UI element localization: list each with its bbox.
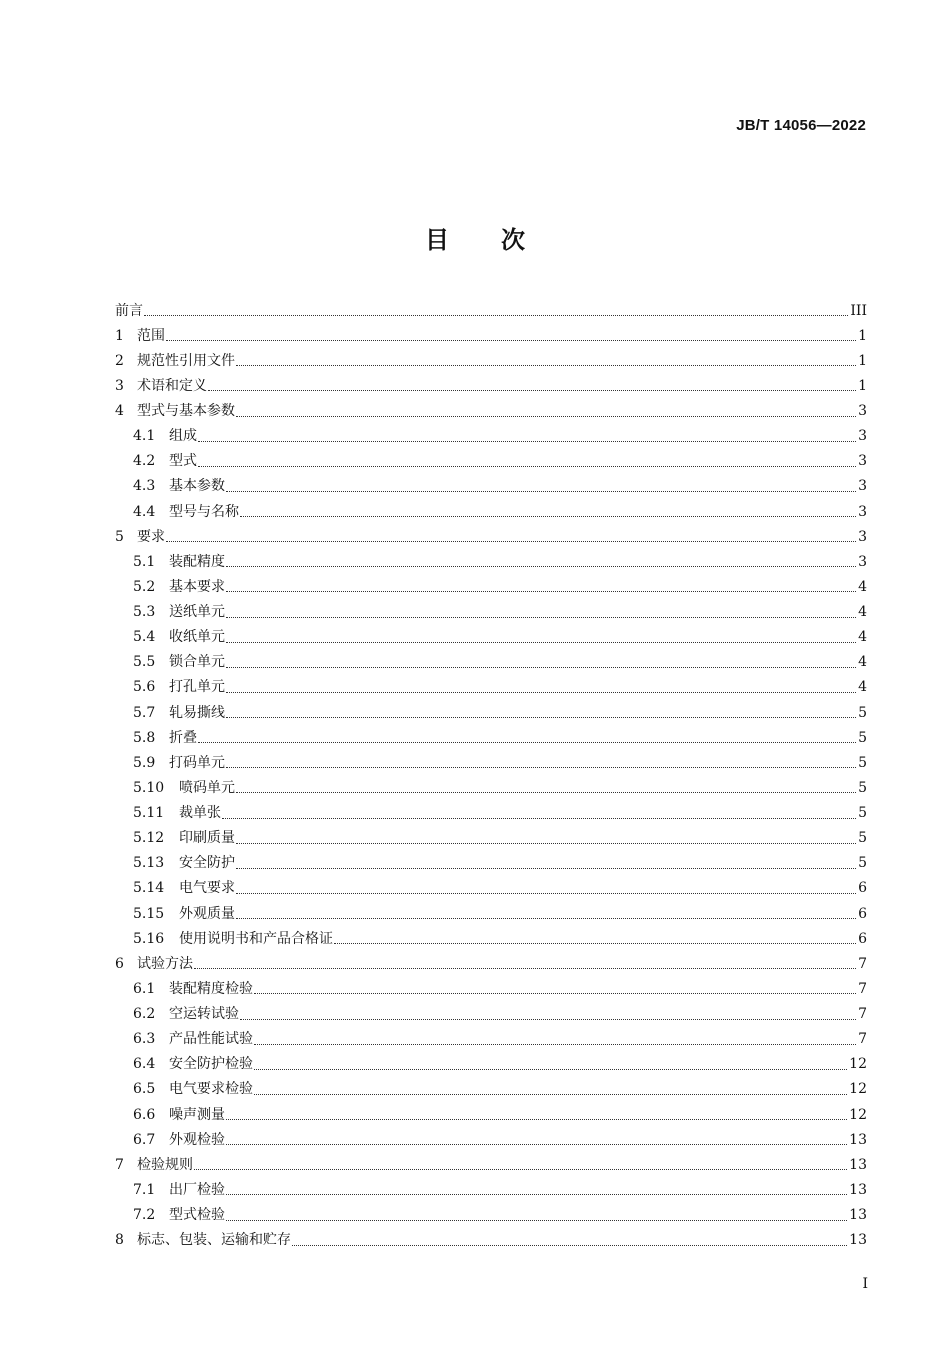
toc-entry-number: 5.3 xyxy=(133,604,156,621)
toc-entry-page: 4 xyxy=(858,679,867,696)
toc-entry-number: 5.7 xyxy=(133,704,156,721)
toc-entry-page: 5 xyxy=(858,830,867,847)
toc-entry-page: 4 xyxy=(858,629,867,646)
toc-entry-number: 6.3 xyxy=(133,1031,156,1048)
dot-leader xyxy=(222,818,856,819)
toc-entry-page: 3 xyxy=(858,528,867,545)
toc-entry-label: 试验方法 xyxy=(137,955,193,972)
toc-entry[interactable] xyxy=(115,1152,867,1177)
toc-entry[interactable] xyxy=(115,1102,867,1127)
dot-leader xyxy=(236,365,856,366)
toc-entry[interactable] xyxy=(115,700,867,725)
dot-leader xyxy=(208,390,856,391)
dot-leader xyxy=(166,340,856,341)
toc-entry[interactable] xyxy=(115,976,867,1001)
toc-entry-label: 打孔单元 xyxy=(169,679,225,696)
toc-entry-page: 5 xyxy=(858,855,867,872)
toc-entry-number: 5.6 xyxy=(133,679,156,696)
toc-entry-number: 4.3 xyxy=(133,478,156,495)
toc-entry-label: 安全防护检验 xyxy=(169,1056,253,1073)
toc-entry-page: 5 xyxy=(858,754,867,771)
toc-entry-number: 5.11 xyxy=(133,805,165,822)
toc-entry-page: 4 xyxy=(858,604,867,621)
toc-entry[interactable] xyxy=(115,323,867,348)
toc-entry-page: 6 xyxy=(858,880,867,897)
toc-entry-page: 13 xyxy=(849,1232,867,1249)
toc-entry[interactable] xyxy=(115,574,867,599)
dot-leader xyxy=(198,441,856,442)
toc-entry[interactable] xyxy=(115,348,867,373)
dot-leader xyxy=(226,617,856,618)
toc-entry-number: 8 xyxy=(115,1232,124,1249)
dot-leader xyxy=(254,1069,847,1070)
toc-entry-page: 3 xyxy=(858,503,867,520)
dot-leader xyxy=(236,893,856,894)
toc-entry-label: 组成 xyxy=(169,428,197,445)
toc-entry-page: 12 xyxy=(849,1106,867,1123)
toc-entry-number: 6.5 xyxy=(133,1081,156,1098)
toc-entry-page: 3 xyxy=(858,453,867,470)
toc-entry-page: 1 xyxy=(858,327,867,344)
toc-entry-number: 6.1 xyxy=(133,980,156,997)
dot-leader xyxy=(226,491,856,492)
toc-entry-page: 12 xyxy=(849,1081,867,1098)
toc-entry-label: 基本参数 xyxy=(169,478,225,495)
toc-entry-label: 打码单元 xyxy=(169,754,225,771)
dot-leader xyxy=(226,566,856,567)
toc-entry-page: 1 xyxy=(858,352,867,369)
toc-entry-number: 6 xyxy=(115,955,124,972)
toc-entry-number: 5.14 xyxy=(133,880,165,897)
toc-entry[interactable] xyxy=(115,901,867,926)
toc-entry-number: 5.8 xyxy=(133,729,156,746)
toc-entry[interactable] xyxy=(115,449,867,474)
dot-leader xyxy=(226,767,856,768)
toc-entry-label: 规范性引用文件 xyxy=(137,352,235,369)
dot-leader xyxy=(226,642,856,643)
toc-entry-page: III xyxy=(850,302,867,319)
toc-entry-page: 6 xyxy=(858,905,867,922)
toc-entry-label: 产品性能试验 xyxy=(169,1031,253,1048)
toc-entry[interactable] xyxy=(115,1077,867,1102)
dot-leader xyxy=(226,1119,847,1120)
toc-entry-page: 3 xyxy=(858,428,867,445)
toc-entry-number: 2 xyxy=(115,352,124,369)
toc-entry-number: 7.2 xyxy=(133,1207,156,1224)
dot-leader xyxy=(226,667,856,668)
toc-entry-label: 检验规则 xyxy=(137,1156,193,1173)
dot-leader xyxy=(292,1245,847,1246)
toc-entry-label: 型式检验 xyxy=(169,1207,225,1224)
toc-entry-number: 5.15 xyxy=(133,905,165,922)
toc-entry-label: 空运转试验 xyxy=(169,1006,239,1023)
toc-entry-label: 要求 xyxy=(137,528,165,545)
toc-entry-label: 印刷质量 xyxy=(179,830,235,847)
toc-entry-page: 13 xyxy=(849,1181,867,1198)
toc-entry-number: 5.12 xyxy=(133,830,165,847)
toc-entry-label: 使用说明书和产品合格证 xyxy=(179,930,333,947)
toc-entry-number: 5.4 xyxy=(133,629,156,646)
toc-entry-number: 5.5 xyxy=(133,654,156,671)
dot-leader xyxy=(240,516,856,517)
toc-entry-number: 6.7 xyxy=(133,1131,156,1148)
toc-entry-label: 范围 xyxy=(137,327,165,344)
dot-leader xyxy=(254,1044,856,1045)
toc-entry-number: 3 xyxy=(115,377,124,394)
toc-entry-label: 收纸单元 xyxy=(169,629,225,646)
toc-entry-page: 13 xyxy=(849,1156,867,1173)
toc-entry-number: 5.16 xyxy=(133,930,165,947)
dot-leader xyxy=(198,742,856,743)
page-number: I xyxy=(862,1276,868,1292)
toc-entry-label: 裁单张 xyxy=(179,805,221,822)
toc-entry[interactable] xyxy=(115,876,867,901)
toc-entry-page: 7 xyxy=(858,1031,867,1048)
toc-entry[interactable] xyxy=(115,675,867,700)
toc-entry-label: 型式 xyxy=(169,453,197,470)
page-title xyxy=(0,220,950,255)
toc-entry-page: 3 xyxy=(858,553,867,570)
table-of-contents xyxy=(115,298,867,1253)
toc-entry-label: 型式与基本参数 xyxy=(137,403,235,420)
dot-leader xyxy=(194,968,856,969)
toc-entry-number: 5.2 xyxy=(133,578,156,595)
toc-entry-label: 前言 xyxy=(115,302,143,319)
dot-leader xyxy=(226,692,856,693)
toc-entry-number: 5.13 xyxy=(133,855,165,872)
dot-leader xyxy=(236,918,856,919)
toc-entry-label: 折叠 xyxy=(169,729,197,746)
toc-entry[interactable] xyxy=(115,650,867,675)
dot-leader xyxy=(254,993,856,994)
dot-leader xyxy=(198,466,856,467)
dot-leader xyxy=(240,1019,856,1020)
toc-entry-label: 电气要求检验 xyxy=(169,1081,253,1098)
toc-entry-page: 12 xyxy=(849,1056,867,1073)
toc-entry-number: 4.1 xyxy=(133,428,156,445)
toc-entry[interactable] xyxy=(115,1203,867,1228)
toc-entry[interactable] xyxy=(115,549,867,574)
toc-entry[interactable] xyxy=(115,1127,867,1152)
toc-entry[interactable] xyxy=(115,399,867,424)
dot-leader xyxy=(236,843,856,844)
dot-leader xyxy=(254,1094,847,1095)
toc-entry-page: 7 xyxy=(858,1006,867,1023)
toc-entry-number: 7 xyxy=(115,1156,124,1173)
title-char-1: 目 xyxy=(425,226,449,254)
toc-entry-label: 外观质量 xyxy=(179,905,235,922)
toc-entry-label: 型号与名称 xyxy=(169,503,239,520)
toc-entry-page: 5 xyxy=(858,729,867,746)
toc-entry[interactable] xyxy=(115,951,867,976)
toc-entry-number: 5 xyxy=(115,528,124,545)
toc-entry-page: 3 xyxy=(858,403,867,420)
toc-entry-number: 4.4 xyxy=(133,503,156,520)
toc-entry[interactable] xyxy=(115,499,867,524)
toc-entry-page: 3 xyxy=(858,478,867,495)
toc-entry[interactable] xyxy=(115,298,867,323)
toc-entry-label: 外观检验 xyxy=(169,1131,225,1148)
toc-entry[interactable] xyxy=(115,474,867,499)
dot-leader xyxy=(226,717,856,718)
toc-entry-page: 7 xyxy=(858,980,867,997)
toc-entry[interactable] xyxy=(115,625,867,650)
toc-entry-label: 电气要求 xyxy=(179,880,235,897)
toc-entry-number: 5.1 xyxy=(133,553,156,570)
toc-entry-label: 噪声测量 xyxy=(169,1106,225,1123)
toc-entry-number: 4.2 xyxy=(133,453,156,470)
toc-entry-label: 喷码单元 xyxy=(179,779,235,796)
toc-entry[interactable] xyxy=(115,524,867,549)
toc-entry[interactable] xyxy=(115,1027,867,1052)
dot-leader xyxy=(236,416,856,417)
dot-leader xyxy=(194,1169,847,1170)
toc-entry-page: 13 xyxy=(849,1131,867,1148)
toc-entry[interactable] xyxy=(115,1228,867,1253)
toc-entry-label: 术语和定义 xyxy=(137,377,207,394)
toc-entry[interactable] xyxy=(115,775,867,800)
toc-entry-page: 4 xyxy=(858,578,867,595)
toc-entry-number: 7.1 xyxy=(133,1181,156,1198)
dot-leader xyxy=(226,1144,847,1145)
toc-entry[interactable] xyxy=(115,851,867,876)
dot-leader xyxy=(166,541,856,542)
toc-entry-label: 标志、包装、运输和贮存 xyxy=(137,1232,291,1249)
toc-entry-label: 基本要求 xyxy=(169,578,225,595)
toc-entry-label: 安全防护 xyxy=(179,855,235,872)
toc-entry[interactable] xyxy=(115,926,867,951)
toc-entry-page: 6 xyxy=(858,930,867,947)
dot-leader xyxy=(226,1194,847,1195)
toc-entry[interactable] xyxy=(115,373,867,398)
toc-entry[interactable] xyxy=(115,826,867,851)
toc-entry[interactable] xyxy=(115,600,867,625)
toc-entry-label: 送纸单元 xyxy=(169,604,225,621)
toc-entry[interactable] xyxy=(115,801,867,826)
title-char-2: 次 xyxy=(501,226,525,254)
toc-entry-number: 4 xyxy=(115,403,124,420)
toc-entry-page: 4 xyxy=(858,654,867,671)
toc-entry-number: 6.2 xyxy=(133,1006,156,1023)
dot-leader xyxy=(226,591,856,592)
toc-entry[interactable] xyxy=(115,424,867,449)
dot-leader xyxy=(226,1220,847,1221)
toc-entry-page: 5 xyxy=(858,805,867,822)
toc-entry-number: 5.9 xyxy=(133,754,156,771)
toc-entry-page: 7 xyxy=(858,955,867,972)
standard-code: JB/T 14056—2022 xyxy=(736,117,866,134)
toc-entry-number: 5.10 xyxy=(133,779,165,796)
toc-entry-page: 5 xyxy=(858,779,867,796)
toc-entry-number: 6.6 xyxy=(133,1106,156,1123)
dot-leader xyxy=(334,943,856,944)
toc-entry-page: 1 xyxy=(858,377,867,394)
toc-entry[interactable] xyxy=(115,1177,867,1202)
toc-entry-page: 5 xyxy=(858,704,867,721)
dot-leader xyxy=(236,868,856,869)
toc-entry[interactable] xyxy=(115,1052,867,1077)
dot-leader xyxy=(236,792,856,793)
toc-entry[interactable] xyxy=(115,725,867,750)
toc-entry-page: 13 xyxy=(849,1207,867,1224)
dot-leader xyxy=(144,315,848,316)
toc-entry-number: 1 xyxy=(115,327,124,344)
toc-entry-label: 锁合单元 xyxy=(169,654,225,671)
toc-entry-label: 轧易撕线 xyxy=(169,704,225,721)
toc-entry[interactable] xyxy=(115,750,867,775)
toc-entry-label: 装配精度 xyxy=(169,553,225,570)
toc-entry[interactable] xyxy=(115,1002,867,1027)
toc-entry-label: 出厂检验 xyxy=(169,1181,225,1198)
toc-entry-label: 装配精度检验 xyxy=(169,980,253,997)
toc-entry-number: 6.4 xyxy=(133,1056,156,1073)
